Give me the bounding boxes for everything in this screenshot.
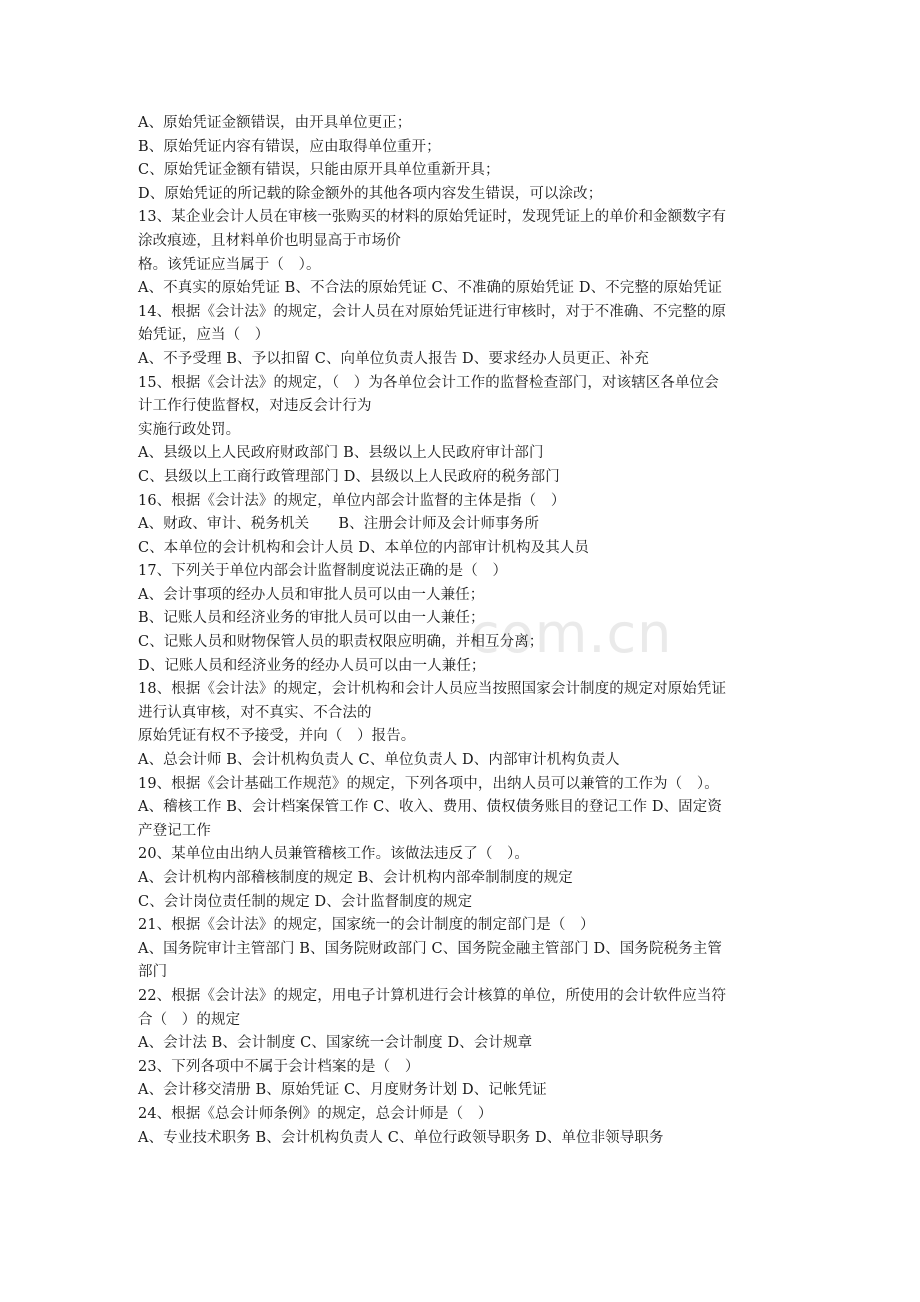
text-line: A、会计移交清册 B、原始凭证 C、月度财务计划 D、记帐凭证 (138, 1082, 547, 1099)
text-line: A、总会计师 B、会计机构负责人 C、单位负责人 D、内部审计机构负责人 (138, 752, 620, 769)
text-line: 始凭证，应当（ ） (138, 327, 270, 344)
text-line: A、国务院审计主管部门 B、国务院财政部门 C、国务院金融主管部门 D、国务院税务主管 (138, 940, 722, 957)
text-line: C、本单位的会计机构和会计人员 D、本单位的内部审计机构及其人员 (138, 539, 590, 556)
text-line: D、原始凭证的所记载的除金额外的其他各项内容发生错误，可以涂改； (138, 185, 603, 202)
text-line: A、原始凭证金额错误，由开具单位更正； (138, 115, 412, 131)
text-line: 部门 (138, 964, 168, 981)
text-line: 格。该凭证应当属于（ ）。 (138, 256, 321, 273)
text-line: A、会计事项的经办人员和审批人员可以由一人兼任； (138, 586, 485, 603)
text-line: D、记账人员和经济业务的经办人员可以由一人兼任； (138, 657, 486, 674)
text-line: 计工作行使监督权，对违反会计行为 (138, 398, 372, 415)
text-line: 24、根据《总会计师条例》的规定，总会计师是（ ） (138, 1105, 493, 1122)
text-line: C、原始凭证金额有错误，只能由原开具单位重新开具； (138, 162, 500, 179)
text-line: 产登记工作 (138, 822, 211, 839)
text-line: A、不予受理 B、予以扣留 C、向单位负责人报告 D、要求经办人员更正、补充 (138, 350, 649, 367)
text-line: A、不真实的原始凭证 B、不合法的原始凭证 C、不准确的原始凭证 D、不完整的原始凭证 (138, 280, 722, 297)
text-line: C、记账人员和财物保管人员的职责权限应明确，并相互分离； (138, 634, 544, 651)
watermark: com.cn (470, 602, 673, 665)
text-line: 14、根据《会计法》的规定，会计人员在对原始凭证进行审核时，对于不准确、不完整的原 (138, 303, 727, 320)
text-line: A、会计法 B、会计制度 C、国家统一会计制度 D、会计规章 (138, 1035, 533, 1052)
exam-text-body (138, 112, 784, 1150)
text-line: 原始凭证有权不予接受，并向（ ）报告。 (138, 728, 416, 745)
text-line: C、县级以上工商行政管理部门 D、县级以上人民政府的税务部门 (138, 468, 560, 485)
text-line: 15、根据《会计法》的规定，（ ）为各单位会计工作的监督检查部门，对该辖区各单位会 (138, 374, 719, 391)
text-line: A、专业技术职务 B、会计机构负责人 C、单位行政领导职务 D、单位非领导职务 (138, 1129, 664, 1146)
text-line: A、财政、审计、税务机关 B、注册会计师及会计师事务所 (138, 516, 539, 533)
text-line: A、稽核工作 B、会计档案保管工作 C、收入、费用、债权债务账目的登记工作 D、固定资 (138, 799, 722, 816)
text-line: 23、下列各项中不属于会计档案的是（ ） (138, 1058, 420, 1075)
text-line: 22、根据《会计法》的规定，用电子计算机进行会计核算的单位，所使用的会计软件应当符 (138, 987, 727, 1004)
text-line: 进行认真审核，对不真实、不合法的 (138, 704, 372, 721)
text-line: 18、根据《会计法》的规定，会计机构和会计人员应当按照国家会计制度的规定对原始凭证 (138, 681, 727, 698)
text-line: 16、根据《会计法》的规定，单位内部会计监督的主体是指（ ） (138, 492, 566, 509)
text-line: 合（ ）的规定 (138, 1011, 241, 1028)
text-line: B、记账人员和经济业务的审批人员可以由一人兼任； (138, 610, 485, 627)
text-line: B、原始凭证内容有错误，应由取得单位重开； (138, 138, 441, 155)
text-line: C、会计岗位责任制的规定 D、会计监督制度的规定 (138, 893, 473, 910)
text-line: 17、下列关于单位内部会计监督制度说法正确的是（ ） (138, 563, 508, 580)
text-line: A、县级以上人民政府财政部门 B、县级以上人民政府审计部门 (138, 445, 544, 462)
text-line: 实施行政处罚。 (138, 421, 241, 438)
text-line: 21、根据《会计法》的规定，国家统一的会计制度的制定部门是（ ） (138, 917, 595, 934)
text-line: 19、根据《会计基础工作规范》的规定，下列各项中，出纳人员可以兼管的工作为（ ）。 (138, 775, 719, 792)
text-line: 20、某单位由出纳人员兼管稽核工作。该做法违反了（ ）。 (138, 846, 529, 863)
text-line: 涂改痕迹，且材料单价也明显高于市场价 (138, 232, 401, 249)
text-line: 13、某企业会计人员在审核一张购买的材料的原始凭证时，发现凭证上的单价和金额数字有 (138, 209, 727, 226)
text-line: A、会计机构内部稽核制度的规定 B、会计机构内部牵制制度的规定 (138, 870, 573, 886)
